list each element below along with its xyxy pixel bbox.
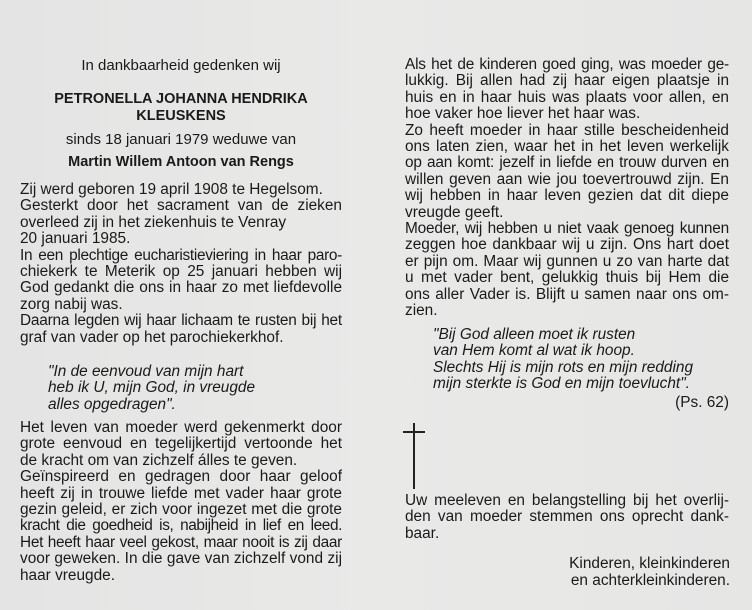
text-line: God gedankt die ons in haar zo met liefdevolle xyxy=(20,279,342,297)
thanks-paragraph xyxy=(405,493,729,542)
text-line: Zij werd geboren 19 april 1908 te Hegelsom. xyxy=(20,181,323,198)
text-line: op aan komt: jezelf in liefde en trouw durven en xyxy=(405,154,729,172)
text-line: de kracht om van zichzelf álles te geven. xyxy=(20,451,298,469)
deceased-name-line2: KLEUSKENS xyxy=(136,108,226,124)
deceased-name-line1: PETRONELLA JOHANNA HENDRIKA xyxy=(54,91,308,107)
spouse-name: Martin Willem Antoon van Rengs xyxy=(68,154,294,170)
text-line: willen geven aan wie jou toevertrouwd zijn. En xyxy=(405,170,729,188)
text-line: Daarna legden wij haar lichaam te rusten bij het xyxy=(20,312,342,330)
signature-block xyxy=(569,555,730,589)
psalm-reference: (Ps. 62) xyxy=(675,394,729,411)
text-line: Het leven van moeder werd gekenmerkt door xyxy=(20,419,342,436)
text-line: Gesterkt door het sacrament van de zieken xyxy=(20,197,342,215)
quote-line: mijn sterkte is God en mijn toevlucht". xyxy=(433,375,690,393)
text-line: 20 januari 1985. xyxy=(20,230,131,248)
text-line: lukkig. Bij allen had zij haar eigen plaatsje in xyxy=(405,72,729,90)
text-line: Moeder, wij hebben u niet vaak genoeg kunnen xyxy=(405,220,729,238)
text-line: huis en in haar huis was plaats voor allen, en xyxy=(405,88,729,106)
left-quote xyxy=(48,364,308,413)
text-line: hoe vaker hoe liever het haar was. xyxy=(405,105,641,123)
text-line: baar. xyxy=(405,524,440,542)
latin-cross-icon xyxy=(403,423,425,489)
text-line: overleed zij in het ziekenhuis te Venray xyxy=(20,213,287,231)
text-line: Zo heeft moeder in haar stille bescheidenheid xyxy=(405,121,729,139)
text-line: heeft zij in trouwe liefde met vader haar grote xyxy=(20,484,342,502)
text-line: vreugde geeft. xyxy=(405,203,504,221)
quote-line: "Bij God alleen moet ik rusten xyxy=(433,326,636,343)
text-line: kracht die goedheid is, nabijheid in lief en leed. xyxy=(20,517,342,535)
intro-line: In dankbaarheid gedenken wij xyxy=(81,57,281,74)
text-line: wij hebben in haar leven gezien dat dit diepe xyxy=(405,187,729,205)
text-line: er pijn om. Maar wij gunnen u zo van harte dat xyxy=(405,252,729,270)
character-paragraph xyxy=(20,420,342,584)
left-column xyxy=(20,0,342,610)
text-line: Geïnspireerd en gedragen door haar geloof xyxy=(20,468,342,486)
widow-line: sinds 18 januari 1979 weduwe van xyxy=(65,131,297,148)
text-line: zien. xyxy=(405,302,438,320)
life-paragraph xyxy=(20,182,342,346)
psalm-quote xyxy=(433,327,729,393)
text-line: graf van vader op het parochiekerkhof. xyxy=(20,328,284,346)
text-line: ons laten zien, waar het in het leven werkelijk xyxy=(405,138,729,156)
text-line: Het heeft haar veel gekost, maar nooit is zij daar xyxy=(20,533,342,551)
quote-line: heb ik U, mijn God, in vreugde xyxy=(48,379,256,397)
signature-line: Kinderen, kleinkinderen xyxy=(569,555,730,572)
text-line: den van moeder stemmen ons oprecht dank- xyxy=(405,508,729,526)
family-paragraph xyxy=(405,57,729,320)
text-line: Als het de kinderen goed ging, was moeder ge- xyxy=(405,56,729,73)
text-line: gezin geleid, er zich voor ingezet met die grote xyxy=(20,501,342,519)
text-line: ons aller Vader is. Blijft u samen naar ons om- xyxy=(405,285,729,303)
text-line: Uw meeleven en belangstelling bij het overlij- xyxy=(405,492,729,509)
right-column xyxy=(405,0,729,610)
text-line: In een plechtige eucharistieviering in haar paro- xyxy=(20,246,342,264)
text-line: haar vreugde. xyxy=(20,566,115,584)
signature-line: en achterkleinkinderen. xyxy=(570,572,730,589)
text-line: u met vader bent, gelukkig thuis bij Hem die xyxy=(405,269,729,287)
quote-line: van Hem komt al wat ik hoop. xyxy=(433,342,635,360)
text-line: grote eenvoud en tegelijkertijd vertoonde het xyxy=(20,435,342,453)
text-line: voor geweken. In die gave van zichzelf vond zij xyxy=(20,550,342,568)
quote-line: "In de eenvoud van mijn hart xyxy=(48,363,244,380)
text-line: zeggen hoe dankbaar wij u zijn. Ons hart doet xyxy=(405,236,729,254)
quote-line: Slechts Hij is mijn rots en mijn redding xyxy=(433,358,694,376)
quote-line: alles opgedragen". xyxy=(48,395,176,413)
text-line: chiekerk te Meterik op 25 januari hebben wij xyxy=(20,263,342,281)
text-line: zorg nabij was. xyxy=(20,295,123,313)
